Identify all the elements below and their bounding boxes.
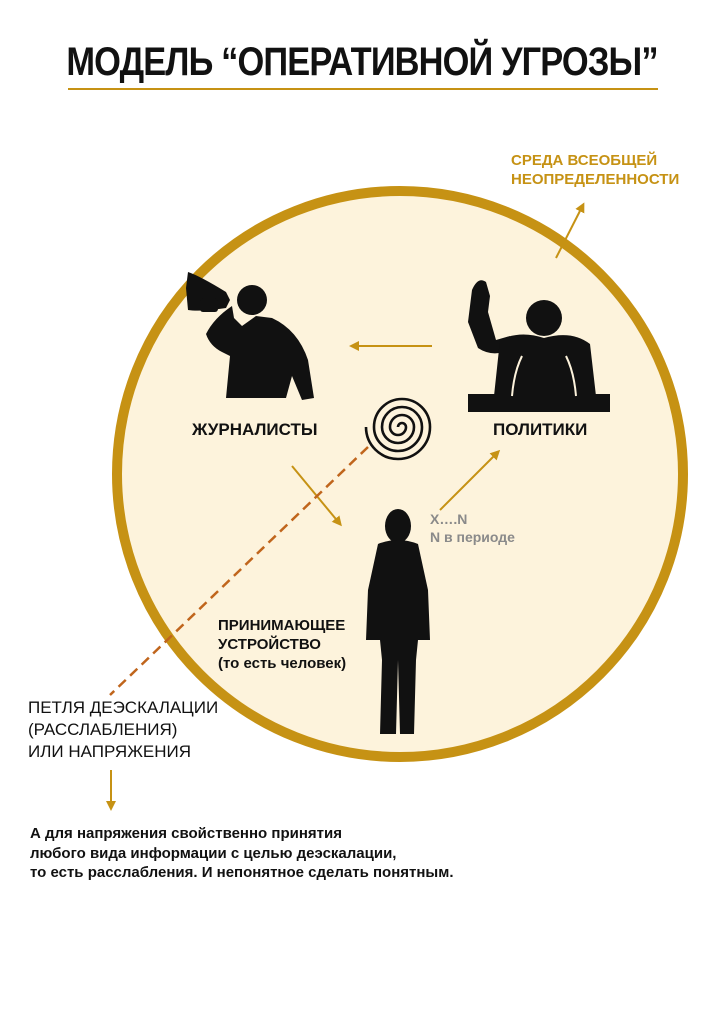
period-label: X….N N в периоде — [430, 511, 515, 545]
journalists-label: ЖУРНАЛИСТЫ — [192, 420, 318, 439]
footnote-text: А для напряжения свойственно принятия любого вида информации с целью деэскалации, то есть расслабления. И непонятное сделать понятным. — [30, 825, 454, 881]
politicians-label: ПОЛИТИКИ — [493, 420, 588, 439]
page-title: МОДЕЛЬ “ОПЕРАТИВНОЙ УГРОЗЫ” — [66, 40, 658, 84]
loop-label: ПЕТЛЯ ДЕЭСКАЛАЦИИ (РАССЛАБЛЕНИЯ) ИЛИ НАПРЯЖЕНИЯ — [28, 698, 219, 762]
receiver-label: ПРИНИМАЮЩЕЕ УСТРОЙСТВО (то есть человек) — [218, 617, 347, 672]
environment-label: СРЕДА ВСЕОБЩЕЙ НЕОПРЕДЕЛЕННОСТИ — [511, 152, 680, 188]
